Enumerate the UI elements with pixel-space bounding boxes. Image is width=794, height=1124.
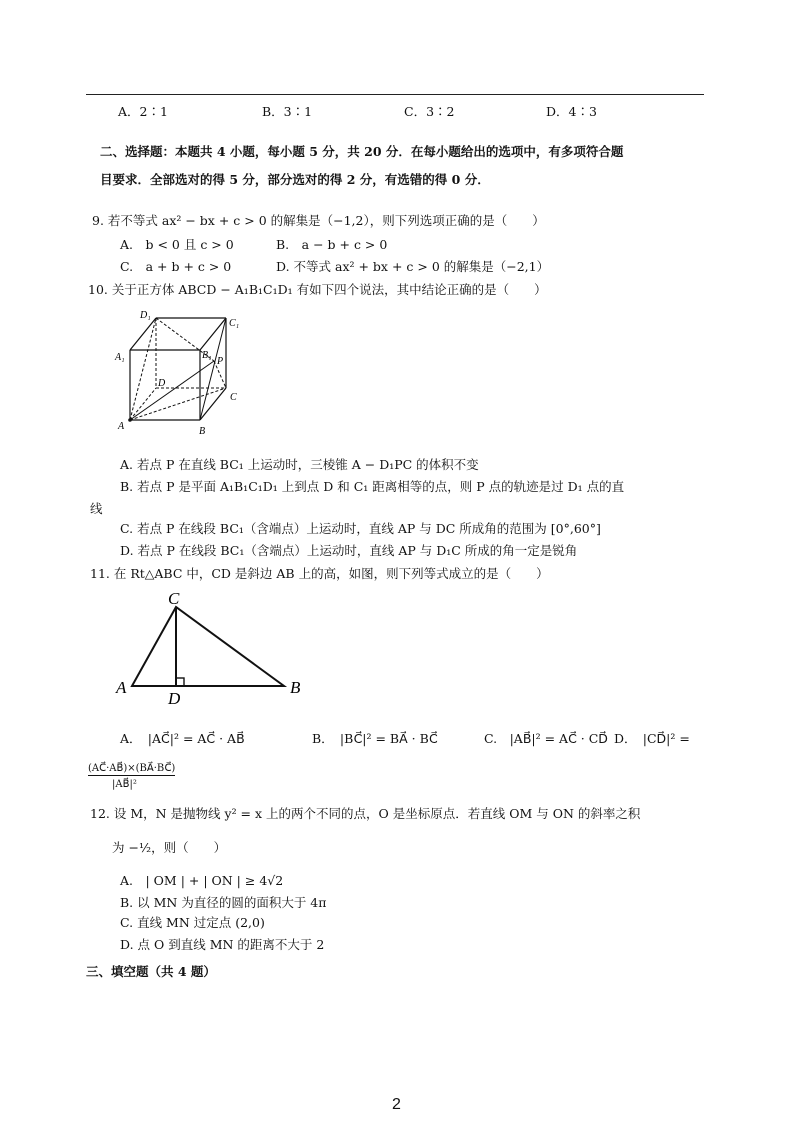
label-B: B — [290, 678, 301, 697]
label-A: A — [116, 678, 127, 697]
q11-d-fraction-numerator: (AC⃗·AB⃗)×(BA⃗·BC⃗) — [88, 763, 176, 774]
q10-stem: 10. 关于正方体 ABCD − A₁B₁C₁D₁ 有如下四个说法，其中结论正确的是（ ） — [88, 282, 547, 297]
q11-stem: 11. 在 Rt△ABC 中，CD 是斜边 AB 上的高，如图，则下列等式成立的是（ ） — [90, 566, 549, 581]
prev-option-c: C．3∶2 — [404, 104, 455, 119]
q11-option-a: A． |AC⃗|² = AC⃗ · AB⃗ — [120, 731, 245, 746]
prev-option-d: D．4∶3 — [546, 104, 597, 119]
q12-option-a: A. | OM | + | ON | ≥ 4√2 — [120, 873, 284, 888]
label-C1: C₁ — [229, 318, 240, 329]
q9-option-b: B. a − b + c > 0 — [276, 237, 388, 252]
top-rule — [86, 94, 704, 95]
q12-option-d: D. 点 O 到直线 MN 的距离不大于 2 — [120, 937, 325, 952]
label-D1: D₁ — [140, 310, 151, 321]
label-A: A — [118, 421, 125, 432]
section2-line2: 目要求．全部选对的得 5 分，部分选对的得 2 分，有选错的得 0 分． — [100, 172, 490, 187]
q10-option-c: C. 若点 P 在线段 BC₁（含端点）上运动时，直线 AP 与 DC 所成角的范围为 [0°,60°] — [120, 521, 601, 536]
prev-option-a: A．2∶1 — [118, 104, 168, 119]
q9-stem: 9. 若不等式 ax² − bx + c > 0 的解集是（−1,2），则下列选项正确的是（ ） — [92, 213, 545, 228]
label-A1: A₁ — [115, 352, 125, 363]
q10-option-a: A. 若点 P 在直线 BC₁ 上运动时，三棱锥 A − D₁PC 的体积不变 — [120, 457, 479, 472]
prev-option-b: B．3∶1 — [262, 104, 313, 119]
q12-stem-line2: 为 −½，则（ ） — [112, 840, 227, 855]
label-B: B — [199, 426, 206, 437]
q12-option-c: C. 直线 MN 过定点 (2,0) — [120, 915, 265, 930]
q11-option-b: B． |BC⃗|² = BA⃗ · BC⃗ — [312, 731, 438, 746]
q12-option-b: B. 以 MN 为直径的圆的面积大于 4π — [120, 895, 327, 910]
triangle-figure — [110, 585, 320, 710]
q10-option-d: D. 若点 P 在线段 BC₁（含端点）上运动时，直线 AP 与 D₁C 所成的角一定是锐角 — [120, 543, 578, 558]
label-P: P — [217, 356, 224, 367]
page-number: 2 — [392, 1096, 401, 1113]
q12-stem-line1: 12. 设 M，N 是抛物线 y² = x 上的两个不同的点，O 是坐标原点．若直线 OM 与 ON 的斜率之积 — [90, 806, 641, 821]
cube-figure — [110, 306, 250, 438]
label-C: C — [168, 589, 180, 608]
q10-option-b-line2: 线 — [90, 501, 103, 516]
q9-option-a: A. b < 0 且 c > 0 — [120, 237, 234, 252]
label-D: D — [158, 378, 166, 389]
label-B1: B₁ — [202, 350, 212, 361]
q9-option-d: D. 不等式 ax² + bx + c > 0 的解集是（−2,1） — [276, 259, 550, 274]
q11-option-c: C. |AB⃗|² = AC⃗ · CD⃗ — [484, 731, 608, 746]
label-C: C — [230, 392, 237, 403]
q10-option-b-line1: B. 若点 P 是平面 A₁B₁C₁D₁ 上到点 D 和 C₁ 距离相等的点，则 P 点的轨迹是过 D₁ 点的直 — [120, 479, 625, 494]
label-D: D — [168, 689, 181, 708]
section3-title: 三、填空题（共 4 题） — [86, 964, 216, 979]
section2-line1: 二、选择题：本题共 4 小题，每小题 5 分，共 20 分．在每小题给出的选项中，有多项符合题 — [100, 144, 624, 159]
q11-option-d: D． |CD⃗|² = — [614, 731, 690, 746]
q9-option-c: C. a + b + c > 0 — [120, 259, 232, 274]
q11-d-fraction-denominator: |AB⃗|² — [112, 779, 137, 790]
